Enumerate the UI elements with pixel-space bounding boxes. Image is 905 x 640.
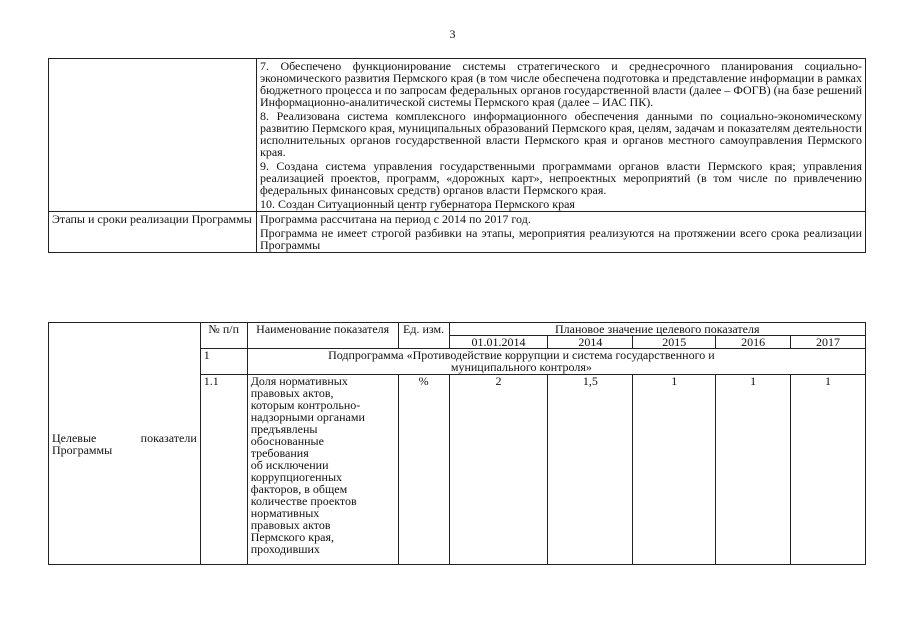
results-cell [257,59,866,212]
year-header: 2014 [548,336,633,349]
indicator-name-line: нормативных [250,506,320,520]
indicator-value: 1 [633,375,716,565]
table-row [49,59,866,212]
subprogram-title: Подпрограмма «Противодействие коррупции и система государственного и муниципального контроля» [247,349,865,375]
subprogram-num: 1 [200,349,247,375]
stages-note: Программа не имеет строгой разбивки на этапы, мероприятия реализуются на протяжении всего срока реализации Программы [260,226,862,252]
indicators-label: Целевые показатели Программы [49,323,201,565]
indicator-name-line: которым контрольно- [250,398,361,412]
year-header: 2016 [716,336,791,349]
indicator-name-line: правовых актов [250,518,331,532]
indicator-value: 1 [716,375,791,565]
table-row [49,212,866,253]
result-item-8: 8. Реализована система комплексного информационного обеспечения данными по социально-экономическому развитию Пермского края, муниципальных образований Пермского края, целям, задачам и показателям деятельности исполнительных органов государственной власти Пермского края и органов местного самоуправления Пермского края. [260,109,862,159]
result-item-10: 10. Создан Ситуационный центр губернатора Пермского края [260,197,575,211]
target-indicators-table [48,322,866,565]
indicator-name-line: требования [250,446,309,460]
result-item-7: 7. Обеспечено функционирование системы стратегического и среднесрочного планирования социально-экономического развития Пермского края (в том числе обеспечена подготовка и представление информации в рамках бюджетного процесса и по запросам федеральных органов государственной власти (далее – ФОГВ) (на базе решений Информационно-аналитической системы Пермского края (далее – ИАС ПК). [260,59,863,109]
header-row [49,323,866,336]
stages-label: Этапы и сроки реализации Программы [49,212,257,253]
indicator-value: 1,5 [548,375,633,565]
indicator-value: 2 [449,375,548,565]
indicator-name [247,375,398,565]
header-unit: Ед. изм. [398,323,449,349]
header-num: № п/п [200,323,247,349]
stages-period: Программа рассчитана на период с 2014 по 2017 год. [260,212,531,226]
year-header: 2017 [791,336,866,349]
year-header: 01.01.2014 [449,336,548,349]
indicator-name-line: обоснованные [250,434,324,448]
indicator-name-line: факторов, в общем [250,482,348,496]
year-header: 2015 [633,336,716,349]
indicator-num: 1.1 [200,375,247,565]
indicator-name-line: количестве проектов [250,494,357,508]
empty-label-cell [49,59,257,212]
indicator-name-line: надзорными органами [250,410,365,424]
indicator-name-line: об исключении [250,458,329,472]
header-name: Наименование показателя [247,323,398,349]
header-planned: Плановое значение целевого показателя [449,323,865,336]
indicator-unit: % [398,375,449,565]
indicator-name-line: Доля нормативных [250,374,348,388]
indicator-name-line: предъявлены [250,422,318,436]
indicator-name-line: коррупциогенных [250,470,343,484]
indicator-name-line: проходивших [250,542,320,556]
result-item-9: 9. Создана система управления государственными программами органов власти Пермского края; управления реализацией проектов, программ, «дорожных карт», непроектных мероприятий (в том числе по привлечению федеральных финансовых средств) органов власти Пермского края. [260,159,862,197]
stages-cell [257,212,866,253]
page-number: 3 [449,27,456,41]
indicator-value: 1 [791,375,866,565]
indicator-name-line: Пермского края, [250,530,334,544]
program-passport-table [48,58,866,253]
indicator-name-line: правовых актов, [250,386,334,400]
